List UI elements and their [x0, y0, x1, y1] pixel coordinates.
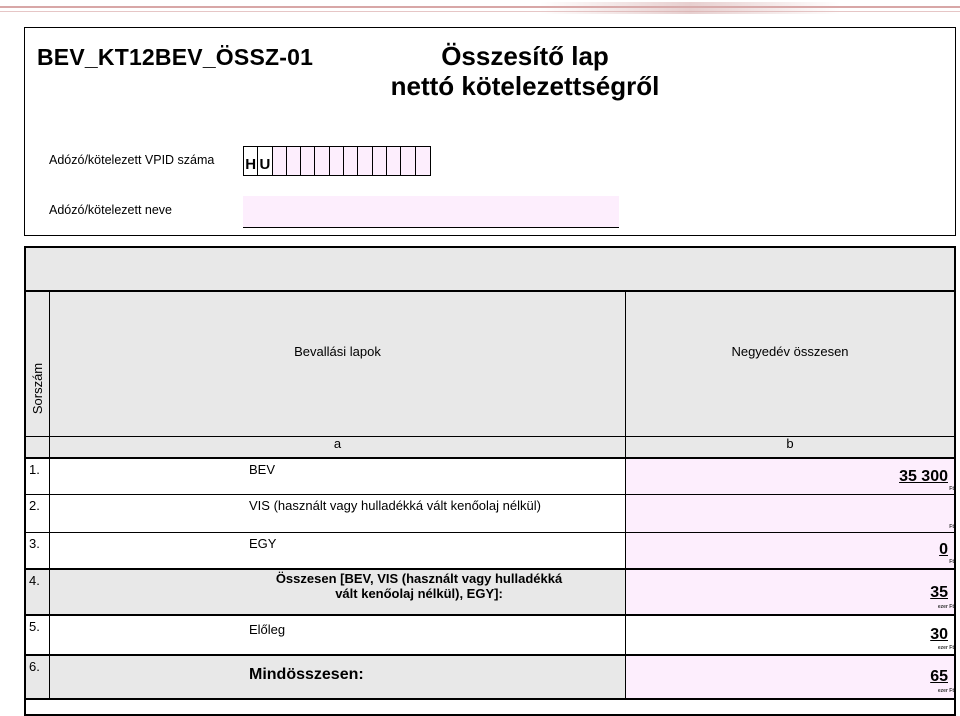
row-label-line2: vált kenőolaj nélkül), EGY]: — [335, 586, 503, 601]
col-a-letter: a — [333, 436, 342, 451]
col-b-letter: b — [786, 436, 794, 451]
row-number: 4. — [29, 573, 40, 588]
col-b-header: Negyedév összesen — [731, 344, 849, 359]
table-top-band — [26, 248, 954, 292]
row-label: VIS (használt vagy hulladékká vált kenőolaj nélkül) — [249, 498, 541, 513]
sorszam-header-cell — [26, 292, 50, 436]
row-number: 2. — [29, 498, 40, 513]
page-title: Összesítő lap — [441, 41, 609, 71]
form-header — [24, 27, 956, 236]
row-value-field[interactable] — [626, 459, 954, 494]
table-row — [26, 656, 954, 700]
row-unit: ezer Ft — [937, 604, 954, 610]
row-unit: Ft — [949, 524, 954, 530]
row-value: 35 300 — [899, 468, 948, 485]
row-value: 35 — [930, 584, 948, 601]
row-value: 65 — [930, 668, 948, 685]
table-row — [26, 495, 954, 533]
vpid-label: Adózó/kötelezett VPID száma — [49, 153, 215, 167]
vpid-digit-cell[interactable] — [373, 147, 387, 175]
vpid-digit-cell[interactable] — [315, 147, 329, 175]
row-value-field[interactable] — [626, 570, 954, 614]
row-unit: Ft — [949, 559, 954, 565]
row-number: 3. — [29, 536, 40, 551]
vpid-digit-cell[interactable] — [344, 147, 358, 175]
name-field[interactable] — [243, 196, 619, 228]
row-number: 5. — [29, 619, 40, 634]
row-number: 6. — [29, 659, 40, 674]
row-label: BEV — [249, 462, 276, 477]
page-subtitle: nettó kötelezettségről — [390, 71, 660, 101]
vpid-field[interactable] — [243, 146, 431, 176]
table-row — [26, 459, 954, 495]
row-unit: ezer Ft — [937, 645, 954, 651]
row-value-field[interactable] — [626, 616, 954, 654]
summary-table — [24, 246, 956, 716]
row-label-line1: Összesen [BEV, VIS (használt vagy hulladékká — [275, 571, 563, 586]
vpid-digit-cell[interactable] — [273, 147, 287, 175]
vpid-prefix-cell: U — [258, 147, 272, 175]
decor-gradient — [540, 2, 840, 14]
vpid-digit-cell[interactable] — [358, 147, 372, 175]
row-unit: ezer Ft — [937, 688, 954, 694]
vpid-digit-cell[interactable] — [401, 147, 415, 175]
table-row — [26, 616, 954, 656]
row-value-field[interactable] — [626, 656, 954, 698]
col-a-header: Bevallási lapok — [294, 344, 381, 359]
vpid-digit-cell[interactable] — [287, 147, 301, 175]
column-letter-row — [26, 437, 954, 459]
row-number: 1. — [29, 462, 40, 477]
vpid-digit-cell[interactable] — [301, 147, 315, 175]
table-header-row — [26, 292, 954, 437]
col-b-header-cell — [626, 292, 954, 436]
row-value-field[interactable] — [626, 533, 954, 568]
name-label: Adózó/kötelezett neve — [49, 203, 172, 217]
row-label: EGY — [249, 536, 277, 551]
row-unit: Ft — [949, 486, 954, 492]
sorszam-header: Sorszám — [30, 362, 46, 414]
vpid-prefix-cell: H — [244, 147, 258, 175]
vpid-digit-cell[interactable] — [416, 147, 430, 175]
row-label: Előleg — [249, 622, 286, 637]
col-a-header-cell — [50, 292, 626, 436]
row-value: 0 — [939, 541, 948, 558]
top-decor-bar — [0, 0, 960, 18]
table-row — [26, 570, 954, 616]
row-value: 30 — [930, 626, 948, 643]
row-label: Mindösszesen: — [249, 666, 364, 683]
vpid-digit-cell[interactable] — [387, 147, 401, 175]
form-code: BEV_KT12BEV_ÖSSZ-01 — [37, 44, 314, 70]
row-value-field[interactable] — [626, 495, 954, 532]
table-row — [26, 533, 954, 570]
vpid-digit-cell[interactable] — [330, 147, 344, 175]
